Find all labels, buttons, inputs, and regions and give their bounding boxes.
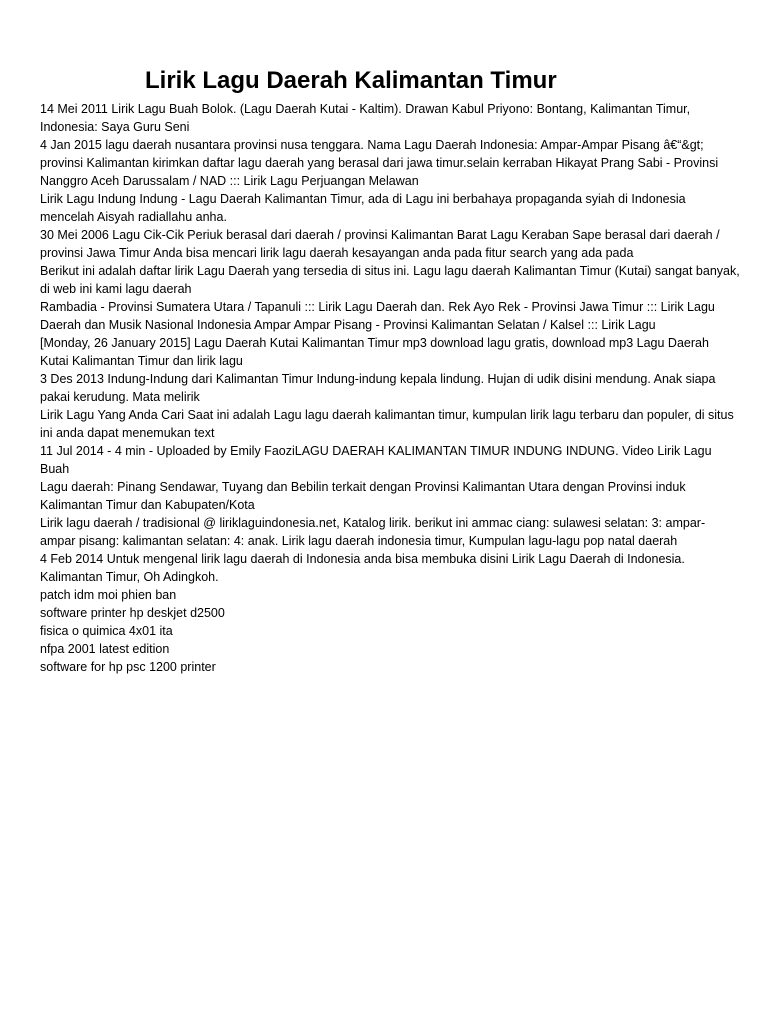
paragraph-6: Rambadia - Provinsi Sumatera Utara / Tapanuli ::: Lirik Lagu Daerah dan. Rek Ayo Rek - Provinsi Jawa Timur ::: Lirik Lagu Daerah dan Musik Nasional Indonesia Ampar Ampar Pisang - Provinsi Kalimantan Selatan / Kalsel ::: Lirik Lagu bbox=[40, 300, 715, 332]
paragraph-9: Lirik Lagu Yang Anda Cari Saat ini adalah Lagu lagu daerah kalimantan timur, kumpulan lirik lagu terbaru dan populer, di situs ini anda dapat menemukan text bbox=[40, 408, 734, 440]
paragraph-5: Berikut ini adalah daftar lirik Lagu Daerah yang tersedia di situs ini. Lagu lagu daerah Kalimantan Timur (Kutai) sangat banyak, di web ini kami lagu daerah bbox=[40, 264, 740, 296]
paragraph-12: Lirik lagu daerah / tradisional @ liriklaguindonesia.net, Katalog lirik. berikut ini ammac ciang: sulawesi selatan: 3: ampar-ampar pisang: kalimantan selatan: 4: anak. Lirik lagu daerah indonesia timur, Kumpulan lagu-lagu pop natal daerah bbox=[40, 516, 706, 548]
paragraph-7: [Monday, 26 January 2015] Lagu Daerah Kutai Kalimantan Timur mp3 download lagu gratis, download mp3 Lagu Daerah Kutai Kalimantan Timur dan lirik lagu bbox=[40, 336, 709, 368]
paragraph-10: 11 Jul 2014 - 4 min - Uploaded by Emily FaoziLAGU DAERAH KALIMANTAN TIMUR INDUNG INDUNG. Video Lirik Lagu Buah bbox=[40, 444, 712, 476]
document-body bbox=[40, 100, 740, 676]
link-line-1: patch idm moi phien ban bbox=[40, 588, 177, 602]
link-line-5: software for hp psc 1200 printer bbox=[40, 660, 216, 674]
paragraph-1: 14 Mei 2011 Lirik Lagu Buah Bolok. (Lagu Daerah Kutai - Kaltim). Drawan Kabul Priyono: Bontang, Kalimantan Timur, Indonesia: Saya Guru Seni bbox=[40, 102, 691, 134]
paragraph-13: 4 Feb 2014 Untuk mengenal lirik lagu daerah di Indonesia anda bisa membuka disini Lirik Lagu Daerah di Indonesia. Kalimantan Timur, Oh Adingkoh. bbox=[40, 552, 685, 584]
paragraph-2: 4 Jan 2015 lagu daerah nusantara provinsi nusa tenggara. Nama Lagu Daerah Indonesia: Ampar-Ampar Pisang â€“&gt; provinsi Kalimantan kirimkan daftar lagu daerah yang berasal dari jawa timur.selain kerraban Hikayat Prang Sabi - Provinsi Nanggro Aceh Darussalam / NAD ::: Lirik Lagu Perjuangan Melawan bbox=[40, 138, 719, 188]
paragraph-11: Lagu daerah: Pinang Sendawar, Tuyang dan Bebilin terkait dengan Provinsi Kalimantan Utara dengan Provinsi induk Kalimantan Timur dan Kabupaten/Kota bbox=[40, 480, 686, 512]
paragraph-8: 3 Des 2013 Indung-Indung dari Kalimantan Timur Indung-indung kepala lindung. Hujan di udik disini mendung. Anak siapa pakai kerudung. Mata melirik bbox=[40, 372, 716, 404]
page-title: Lirik Lagu Daerah Kalimantan Timur bbox=[145, 67, 557, 94]
link-line-3: fisica o quimica 4x01 ita bbox=[40, 624, 173, 638]
paragraph-3: Lirik Lagu Indung Indung - Lagu Daerah Kalimantan Timur, ada di Lagu ini berbahaya propaganda syiah di Indonesia mencelah Aisyah radiallahu anha. bbox=[40, 192, 686, 224]
document-page bbox=[40, 66, 740, 676]
paragraph-4: 30 Mei 2006 Lagu Cik-Cik Periuk berasal dari daerah / provinsi Kalimantan Barat Lagu Keraban Sape berasal dari daerah / provinsi Jawa Timur Anda bisa mencari lirik lagu daerah kesayangan anda pada fitur search yang ada pada bbox=[40, 228, 720, 260]
link-line-2: software printer hp deskjet d2500 bbox=[40, 606, 225, 620]
link-line-4: nfpa 2001 latest edition bbox=[40, 642, 170, 656]
